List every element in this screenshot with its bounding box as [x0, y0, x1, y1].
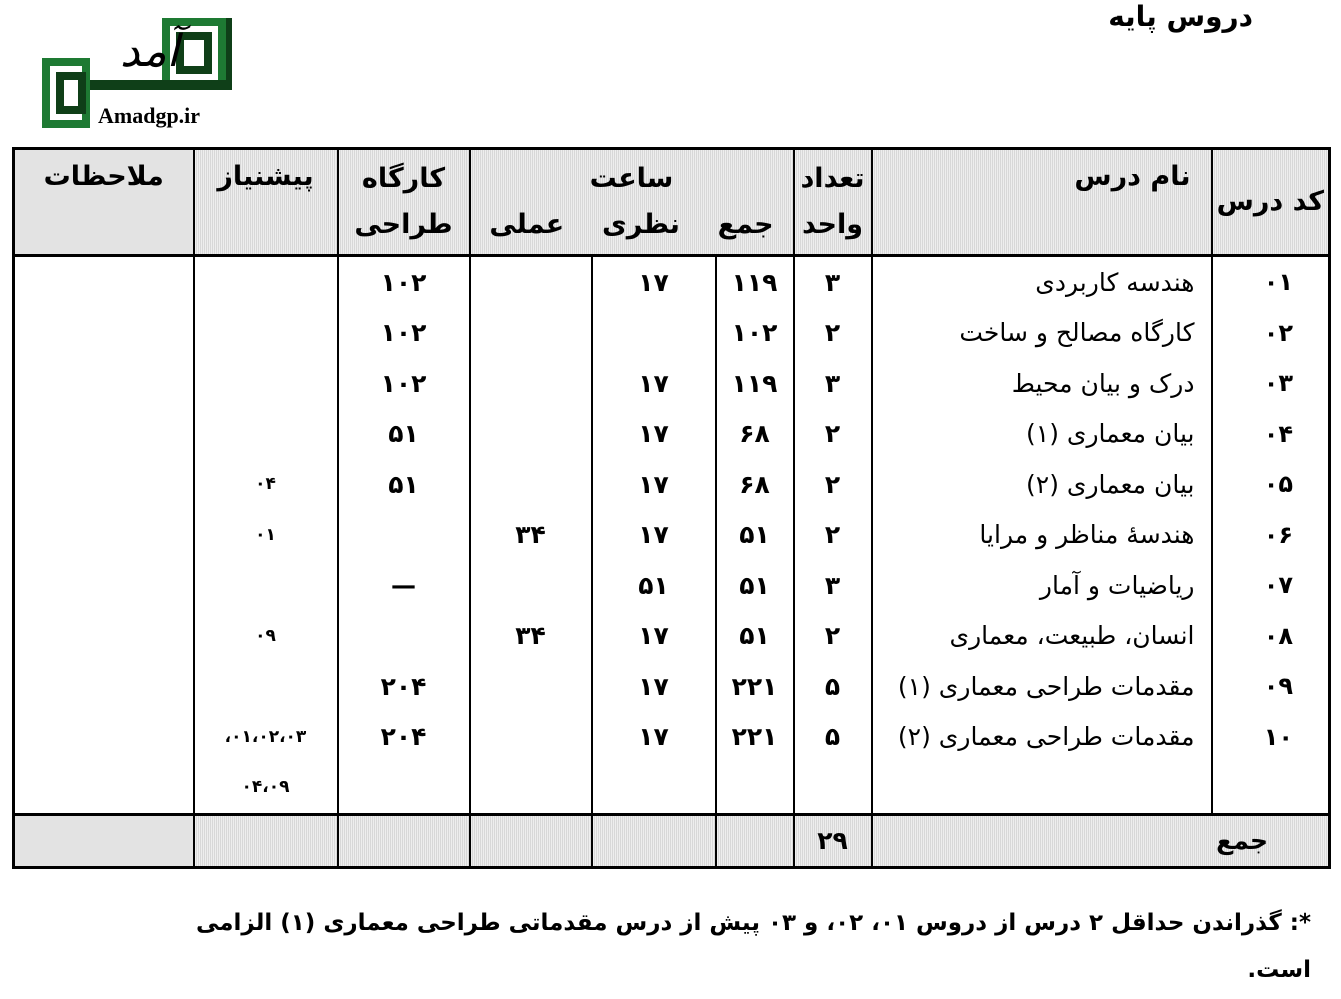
cell-theory: ۱۷: [592, 510, 716, 561]
cell-name: بیان معماری (۱): [872, 409, 1212, 460]
cell-practical: ۳۴: [470, 510, 592, 561]
cell-notes: [14, 510, 194, 561]
footer-empty: [338, 814, 470, 867]
footer-empty: [470, 814, 592, 867]
table-row: [14, 712, 1330, 763]
cell-prereq: [194, 409, 338, 460]
cell-notes: [14, 358, 194, 409]
cell-name: [872, 762, 1212, 814]
cell-notes: [14, 762, 194, 814]
cell-units: ۳: [794, 256, 872, 308]
cell-practical: [470, 712, 592, 763]
cell-code: ۰۸: [1212, 611, 1330, 662]
table-row: [14, 308, 1330, 359]
cell-total: ۲۲۱: [716, 661, 794, 712]
cell-theory: ۱۷: [592, 459, 716, 510]
cell-units: [794, 762, 872, 814]
cell-theory: ۵۱: [592, 560, 716, 611]
cell-workshop: ۱۰۲: [338, 358, 470, 409]
cell-units: ۲: [794, 459, 872, 510]
table-row: [14, 560, 1330, 611]
cell-name: هندسه کاربردی: [872, 256, 1212, 308]
cell-name: درک و بیان محیط: [872, 358, 1212, 409]
cell-code: ۰۵: [1212, 459, 1330, 510]
cell-total: ۲۲۱: [716, 712, 794, 763]
cell-code: ۰۷: [1212, 560, 1330, 611]
cell-notes: [14, 560, 194, 611]
cell-practical: [470, 358, 592, 409]
cell-practical: [470, 308, 592, 359]
cell-name: کارگاه مصالح و ساخت: [872, 308, 1212, 359]
table-row: [14, 510, 1330, 561]
cell-workshop: ۱۰۲: [338, 256, 470, 308]
cell-code: ۱۰: [1212, 712, 1330, 763]
cell-notes: [14, 308, 194, 359]
cell-prereq: [194, 308, 338, 359]
table-row: [14, 256, 1330, 308]
cell-practical: [470, 560, 592, 611]
cell-notes: [14, 712, 194, 763]
cell-workshop: [338, 611, 470, 662]
cell-workshop: ۱۰۲: [338, 308, 470, 359]
cell-theory: [592, 308, 716, 359]
table-row: [14, 611, 1330, 662]
cell-prereq: [194, 560, 338, 611]
cell-theory: [592, 762, 716, 814]
cell-workshop: —: [338, 560, 470, 611]
cell-theory: ۱۷: [592, 256, 716, 308]
header-workshop: کارگاه طراحی: [338, 149, 470, 256]
footer-empty: [194, 814, 338, 867]
cell-total: ۶۸: [716, 409, 794, 460]
cell-notes: [14, 611, 194, 662]
courses-table: [12, 147, 1331, 869]
cell-notes: [14, 459, 194, 510]
cell-units: ۲: [794, 308, 872, 359]
cell-prereq: ۰۹: [194, 611, 338, 662]
header-hours-practical: عملی: [489, 209, 565, 240]
cell-total: ۵۱: [716, 510, 794, 561]
cell-total: ۱۱۹: [716, 256, 794, 308]
cell-workshop: ۲۰۴: [338, 661, 470, 712]
header-code: کد درس: [1212, 149, 1330, 256]
cell-code: ۰۶: [1212, 510, 1330, 561]
cell-prereq: [194, 358, 338, 409]
cell-notes: [14, 661, 194, 712]
table-row: [14, 762, 1330, 814]
header-prereq: پیشنیاز: [194, 149, 338, 256]
cell-total: ۱۱۹: [716, 358, 794, 409]
header-units: تعداد واحد: [794, 149, 872, 256]
cell-total: ۶۸: [716, 459, 794, 510]
footer-units-total: ۲۹: [794, 814, 872, 867]
cell-code: ۰۹: [1212, 661, 1330, 712]
cell-total: [716, 762, 794, 814]
cell-units: ۲: [794, 611, 872, 662]
table-row: [14, 409, 1330, 460]
cell-practical: [470, 661, 592, 712]
table-row: [14, 661, 1330, 712]
cell-prereq: [194, 661, 338, 712]
logo-script-text: آمد: [120, 26, 179, 77]
cell-notes: [14, 256, 194, 308]
header-hours-theory: نظری: [601, 209, 680, 240]
cell-code: ۰۱: [1212, 256, 1330, 308]
cell-total: ۱۰۲: [716, 308, 794, 359]
cell-prereq: ۰۴،۰۹: [194, 762, 338, 814]
cell-practical: [470, 409, 592, 460]
cell-theory: ۱۷: [592, 409, 716, 460]
cell-theory: ۱۷: [592, 358, 716, 409]
cell-code: ۰۳: [1212, 358, 1330, 409]
cell-code: ۰۲: [1212, 308, 1330, 359]
cell-units: ۲: [794, 409, 872, 460]
table-row: [14, 459, 1330, 510]
cell-prereq: ۰۱: [194, 510, 338, 561]
cell-theory: ۱۷: [592, 661, 716, 712]
footnote: *: گذراندن حداقل ۲ درس از دروس ۰۱، ۰۲، و ۰۳ پیش از درس مقدماتی طراحی معماری (۱) الزامی است.: [196, 910, 1311, 983]
cell-theory: ۱۷: [592, 712, 716, 763]
footer-label: جمع: [872, 814, 1330, 867]
cell-prereq: ۰۱،۰۲،۰۳،: [194, 712, 338, 763]
header-hours: ساعت: [589, 163, 674, 194]
header-hours-group: [470, 149, 794, 256]
footer-empty: [716, 814, 794, 867]
cell-units: ۳: [794, 358, 872, 409]
cell-name: هندسهٔ مناظر و مرایا: [872, 510, 1212, 561]
header-hours-total: جمع: [717, 209, 774, 240]
cell-workshop: [338, 510, 470, 561]
page-title: دروس پایه: [1108, 0, 1253, 33]
cell-total: ۵۱: [716, 611, 794, 662]
cell-units: ۳: [794, 560, 872, 611]
cell-workshop: ۵۱: [338, 459, 470, 510]
cell-name: ریاضیات و آمار: [872, 560, 1212, 611]
cell-notes: [14, 409, 194, 460]
cell-name: مقدمات طراحی معماری (۱): [872, 661, 1212, 712]
cell-name: مقدمات طراحی معماری (۲): [872, 712, 1212, 763]
courses-table-wrapper: [12, 147, 1328, 857]
footer-empty: [14, 814, 194, 867]
cell-practical: [470, 762, 592, 814]
cell-workshop: ۵۱: [338, 409, 470, 460]
cell-total: ۵۱: [716, 560, 794, 611]
cell-workshop: [338, 762, 470, 814]
header-notes: ملاحظات: [14, 149, 194, 256]
cell-practical: [470, 459, 592, 510]
cell-theory: ۱۷: [592, 611, 716, 662]
cell-units: ۵: [794, 661, 872, 712]
cell-name: بیان معماری (۲): [872, 459, 1212, 510]
logo-site-url: Amadgp.ir: [98, 103, 201, 128]
table-row: [14, 358, 1330, 409]
cell-practical: [470, 256, 592, 308]
cell-practical: ۳۴: [470, 611, 592, 662]
cell-code: [1212, 762, 1330, 814]
cell-units: ۲: [794, 510, 872, 561]
cell-prereq: ۰۴: [194, 459, 338, 510]
cell-workshop: ۲۰۴: [338, 712, 470, 763]
table-footer-row: [14, 814, 1330, 867]
cell-name: انسان، طبیعت، معماری: [872, 611, 1212, 662]
footer-empty: [592, 814, 716, 867]
cell-units: ۵: [794, 712, 872, 763]
cell-prereq: [194, 256, 338, 308]
header-name: نام درس: [872, 149, 1212, 256]
cell-code: ۰۴: [1212, 409, 1330, 460]
